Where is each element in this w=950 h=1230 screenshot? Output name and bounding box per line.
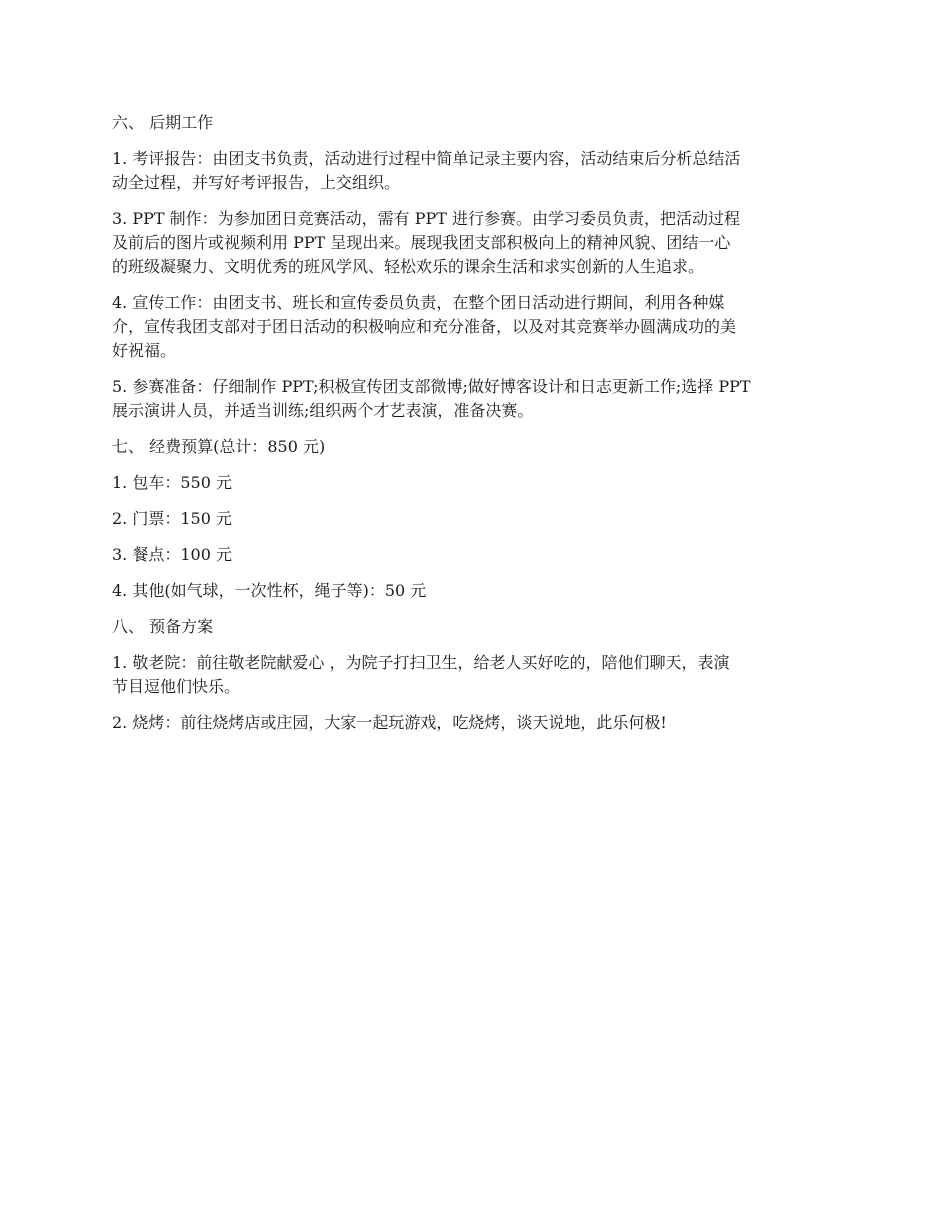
paragraph-line: 1. 敬老院：前往敬老院献爱心 ，为院子打扫卫生，给老人买好吃的，陪他们聊天，表演 xyxy=(112,653,730,672)
section-heading-budget: 七、 经费预算(总计：850 元) xyxy=(112,437,326,456)
paragraph-line: 及前后的图片或视频利用 PPT 呈现出来。展现我团支部积极向上的精神风貌、团结一心 xyxy=(112,233,731,252)
paragraph-ppt-production xyxy=(112,207,842,279)
paragraph-line: 3. PPT 制作：为参加团日竞赛活动，需有 PPT 进行参赛。由学习委员负责，把活动过程 xyxy=(112,209,741,228)
paragraph-line: 5. 参赛准备：仔细制作 PPT;积极宣传团支部微博;做好博客设计和日志更新工作;选择 PPT xyxy=(112,377,751,396)
section-heading-post-work: 六、 后期工作 xyxy=(112,113,214,132)
budget-item: 2. 门票：150 元 xyxy=(112,509,232,528)
paragraph-line: 展示演讲人员，并适当训练;组织两个才艺表演，准备决赛。 xyxy=(112,401,534,420)
paragraph-line: 的班级凝聚力、文明优秀的班风学风、轻松欢乐的课余生活和求实创新的人生追求。 xyxy=(112,257,705,276)
document-page xyxy=(112,111,842,747)
section-heading-backup-plan: 八、 预备方案 xyxy=(112,617,214,636)
paragraph-evaluation-report xyxy=(112,147,842,195)
paragraph-line: 1. 考评报告：由团支书负责，活动进行过程中简单记录主要内容，活动结束后分析总结活 xyxy=(112,149,741,168)
paragraph-line: 好祝福。 xyxy=(112,341,177,360)
paragraph-line: 4. 宣传工作：由团支书、班长和宣传委员负责，在整个团日活动进行期间，利用各种媒 xyxy=(112,293,725,312)
paragraph-line: 2. 烧烤：前往烧烤店或庄园，大家一起玩游戏，吃烧烤，谈天说地，此乐何极! xyxy=(112,713,667,732)
paragraph-line: 节目逗他们快乐。 xyxy=(112,677,241,696)
paragraph-competition-prep xyxy=(112,375,842,423)
paragraph-line: 介，宣传我团支部对于团日活动的积极响应和充分准备，以及对其竞赛举办圆满成功的美 xyxy=(112,317,737,336)
paragraph-line: 动全过程，并写好考评报告，上交组织。 xyxy=(112,173,401,192)
paragraph-barbecue xyxy=(112,711,842,735)
budget-item: 1. 包车：550 元 xyxy=(112,473,232,492)
paragraph-publicity-work xyxy=(112,291,842,363)
budget-item: 4. 其他(如气球，一次性杯，绳子等)：50 元 xyxy=(112,581,427,600)
paragraph-nursing-home xyxy=(112,651,842,699)
budget-item: 3. 餐点：100 元 xyxy=(112,545,232,564)
